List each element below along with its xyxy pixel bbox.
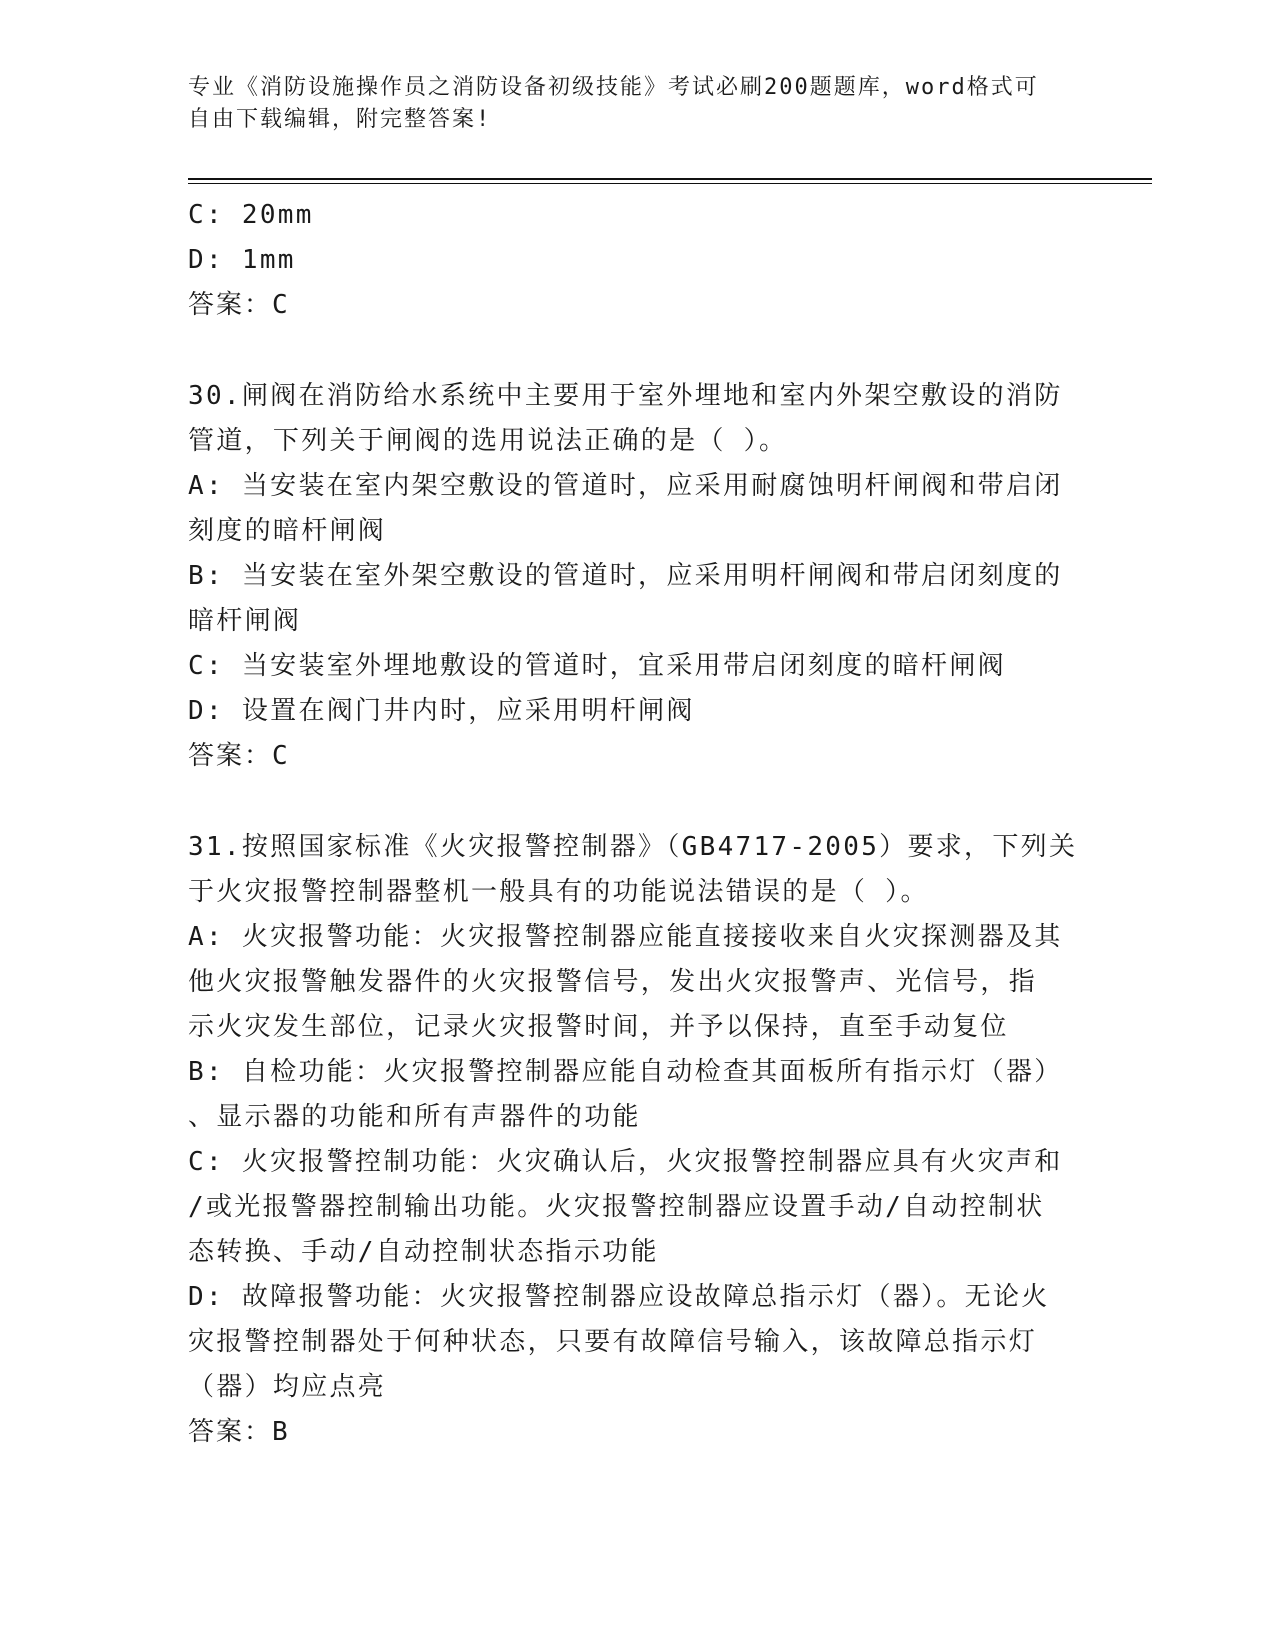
question-stem: 于火灾报警控制器整机一般具有的功能说法错误的是（ ）。 [188, 877, 929, 907]
option-a: 他火灾报警触发器件的火灾报警信号，发出火灾报警声、光信号，指 [188, 967, 1038, 997]
header-divider-thin [188, 183, 1152, 184]
header-line-2: 自由下载编辑，附完整答案! [188, 107, 492, 132]
option-b: B: 自检功能：火灾报警控制器应能自动检查其面板所有指示灯（器） [188, 1057, 1063, 1087]
header-line-1: 专业《消防设施操作员之消防设备初级技能》考试必刷200题题库，word格式可 [188, 75, 1039, 100]
question-stem: 31.按照国家标准《火灾报警控制器》（GB4717-2005）要求，下列关 [188, 832, 1078, 862]
option-d: D: 设置在阀门井内时，应采用明杆闸阀 [188, 696, 695, 726]
spacer [188, 328, 1088, 374]
question-content [188, 193, 1088, 1455]
answer: 答案：C [188, 290, 290, 320]
option-c: C: 火灾报警控制功能：火灾确认后，火灾报警控制器应具有火灾声和 [188, 1147, 1063, 1177]
option-b: 暗杆闸阀 [188, 606, 302, 636]
option-d: （器）均应点亮 [188, 1372, 387, 1402]
option-a: 刻度的暗杆闸阀 [188, 516, 387, 546]
question-29-tail [188, 193, 1088, 328]
option-c: C: 当安装室外埋地敷设的管道时，宜采用带启闭刻度的暗杆闸阀 [188, 651, 1006, 681]
option-b: B: 当安装在室外架空敷设的管道时，应采用明杆闸阀和带启闭刻度的 [188, 561, 1063, 591]
option-d: 灾报警控制器处于何种状态，只要有故障信号输入，该故障总指示灯 [188, 1327, 1038, 1357]
question-stem: 管道，下列关于闸阀的选用说法正确的是（ ）。 [188, 426, 788, 456]
option-c: C: 20mm [188, 200, 314, 230]
option-c: /或光报警器控制输出功能。火灾报警控制器应设置手动/自动控制状 [188, 1192, 1045, 1222]
answer: 答案：C [188, 741, 290, 771]
option-a: A: 当安装在室内架空敷设的管道时，应采用耐腐蚀明杆闸阀和带启闭 [188, 471, 1063, 501]
option-d: D: 1mm [188, 245, 296, 275]
question-stem: 30.闸阀在消防给水系统中主要用于室外埋地和室内外架空敷设的消防 [188, 381, 1063, 411]
option-a: A: 火灾报警功能：火灾报警控制器应能直接接收来自火灾探测器及其 [188, 922, 1063, 952]
option-a: 示火灾发生部位，记录火灾报警时间，并予以保持，直至手动复位 [188, 1012, 1009, 1042]
question-30 [188, 374, 1088, 779]
option-c: 态转换、手动/自动控制状态指示功能 [188, 1237, 659, 1267]
answer: 答案：B [188, 1417, 290, 1447]
header-divider [188, 178, 1152, 180]
option-d: D: 故障报警功能：火灾报警控制器应设故障总指示灯（器）。无论火 [188, 1282, 1050, 1312]
spacer [188, 779, 1088, 825]
document-header [188, 72, 1088, 136]
option-b: 、显示器的功能和所有声器件的功能 [188, 1102, 641, 1132]
question-31 [188, 825, 1088, 1455]
